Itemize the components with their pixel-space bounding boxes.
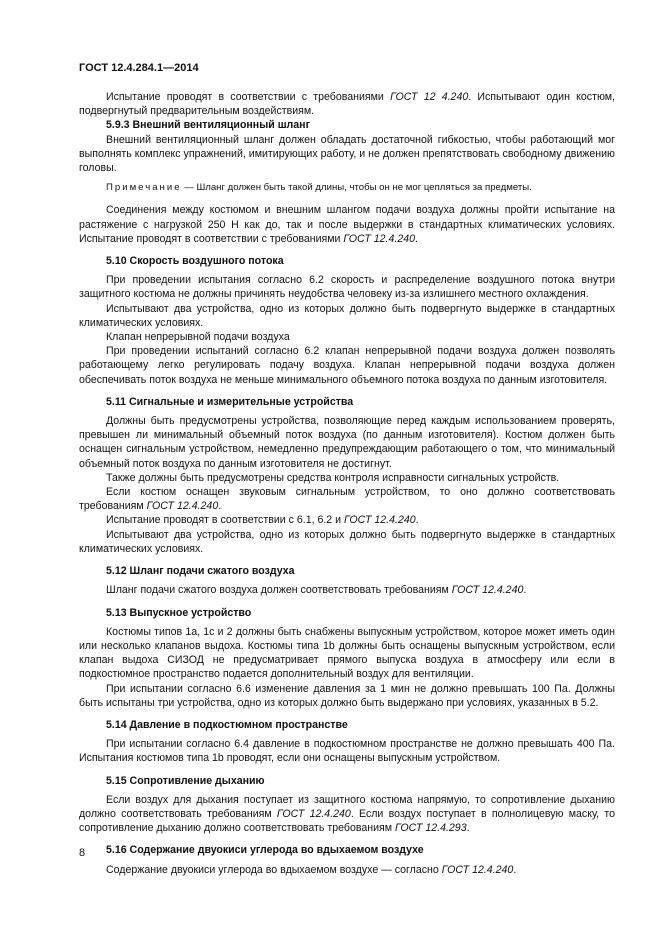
- standard-reference: ГОСТ 12.4.240: [451, 584, 524, 597]
- section-heading: 5.10 Скорость воздушного потока: [106, 255, 284, 268]
- section-heading: 5.9.3 Внешний вентиляционный шланг: [106, 119, 310, 132]
- paragraph-text: При испытании согласно 6.4 давление в подкостюмном пространстве не должно превышать 400 Па. Испытания костюмов типа 1b проводят, если они оснащены выпускным устройством.: [79, 738, 615, 765]
- paragraph: [79, 471, 615, 485]
- section-heading: 5.15 Сопротивление дыханию: [106, 774, 265, 787]
- standard-reference: ГОСТ 12.4.293: [394, 822, 467, 835]
- paragraph-text: Внешний вентиляционный шланг должен обладать достаточной гибкостью, чтобы работающий мог выполнять комплекс упражнений, имитирующих работу, и не должен препятствовать свободному движению головы.: [79, 133, 615, 175]
- note-text: — Шланг должен быть такой длины, чтобы он не мог цепляться за предметы.: [181, 182, 532, 194]
- paragraph-text: .: [523, 584, 527, 597]
- paragraph-text: При проведении испытаний согласно 6.2 клапан непрерывной подачи воздуха должен позволять работающему легко регулировать подачу воздуха. Клапан непрерывной подачи воздуха должен обеспечивать поток воздуха не меньше минимального объемного потока воздуха по данным изготовителя.: [79, 345, 615, 386]
- paragraph: [79, 682, 615, 710]
- paragraph-text: Испытывают два устройства, одно из которых должно быть подвергнуто выдержке в стандартных климатических условиях.: [79, 302, 615, 329]
- section-heading: 5.13 Выпускное устройство: [106, 606, 252, 619]
- section-heading: 5.14 Давление в подкостюмном пространстве: [106, 718, 348, 731]
- paragraph-text: Костюмы типов 1а, 1с и 2 должны быть снабжены выпускным устройством, которое может иметь один или несколько клапанов выдоха. Костюмы типа 1b должны быть оснащены выпускным устройством, если клапан выдоха СИЗОД не предусматривает прямого выпуска воздуха в атмосферу или если в подкостюмное пространство подается дополнительный воздух для вентиляции.: [79, 625, 615, 681]
- paragraph-text: .: [415, 514, 419, 527]
- paragraph: [79, 863, 615, 877]
- paragraph-text: . Испытывают один костюм, подвергнутый предварительным воздействиям.: [79, 91, 615, 118]
- document-body: [79, 90, 615, 877]
- standard-reference: ГОСТ 12.4.240: [344, 514, 416, 527]
- paragraph-text: Испытывают два устройства, одно из которых должно быть подвергнуто выдержке в стандартных климатических условиях.: [79, 528, 615, 555]
- paragraph: [79, 203, 615, 246]
- paragraph: [79, 302, 615, 330]
- paragraph-text: .: [415, 232, 418, 245]
- subheading-text: Клапан непрерывной подачи воздуха: [106, 331, 290, 344]
- paragraph-text: . Если воздух поступает в полнолицевую маску, то сопротивление дыханию должно соответствовать требованиям: [79, 807, 615, 835]
- paragraph: [79, 583, 615, 597]
- paragraph: [79, 133, 615, 176]
- page-number: 8: [79, 847, 86, 859]
- standard-reference: ГОСТ 12 4.240: [390, 91, 469, 103]
- paragraph-text: .: [466, 822, 470, 835]
- paragraph: [79, 273, 615, 301]
- paragraph-text: При испытании согласно 6.6 изменение давления за 1 мин не должно превышать 100 Па. Должны быть испытаны три устройства, одно из которых должно быть выдержано при условиях, указанных в 5.2.: [79, 682, 615, 709]
- paragraph: [79, 485, 615, 513]
- paragraph-text: При проведении испытания согласно 6.2 скорость и распределение воздушного потока внутри защитного костюма не должны причинять неудобства человеку из-за излишнего местного охлаждения.: [79, 274, 615, 301]
- note: [79, 181, 615, 195]
- paragraph: [79, 414, 615, 471]
- standard-header: ГОСТ 12.4.284.1—2014: [79, 62, 199, 74]
- paragraph-text: Шланг подачи сжатого воздуха должен соответствовать требованиям: [106, 584, 452, 597]
- paragraph-text: Содержание двуокиси углерода во вдыхаемом воздухе — согласно: [106, 863, 442, 876]
- paragraph-text: Испытание проводят в соответствии с 6.1, 6.2 и: [106, 514, 345, 527]
- paragraph-text: .: [513, 863, 517, 876]
- note-label: Примечание: [106, 182, 182, 194]
- paragraph-text: Если воздух для дыхания поступает из защитного костюма напрямую, то сопротивление дыханию должно соответствовать требованиям: [79, 793, 615, 820]
- standard-reference: ГОСТ 12.4.240: [343, 232, 415, 245]
- section-heading: 5.12 Шланг подачи сжатого воздуха: [106, 565, 295, 578]
- paragraph-text: .: [218, 500, 222, 513]
- paragraph-text: Также должны быть предусмотрены средства контроля исправности сигнальных устройств.: [106, 471, 560, 484]
- paragraph-text: Испытание проводят в соответствии с требованиями: [106, 91, 391, 103]
- standard-reference: ГОСТ 12.4.240: [276, 807, 351, 820]
- paragraph-text: Должны быть предусмотрены устройства, позволяющие перед каждым использованием проверять, превышен ли минимальный объемный поток воздуха (по данным изготовителя). Костюм должен быть оснащен сигнальным устройством, немедленно предупреждающим работающего о том, что минимальный объемный поток воздуха по данным изготовителя не достигнут.: [79, 415, 615, 470]
- standard-reference: ГОСТ 12.4.240: [441, 863, 514, 876]
- section-heading: 5.11 Сигнальные и измерительные устройства: [106, 395, 354, 408]
- standard-reference: ГОСТ 12.4.240: [146, 500, 219, 513]
- paragraph: [79, 90, 615, 118]
- paragraph: [79, 344, 615, 387]
- paragraph: [79, 737, 615, 765]
- paragraph: [79, 625, 615, 682]
- paragraph-text: Если костюм оснащен звуковым сигнальным устройством, то оно должно соответствовать требованиям: [79, 486, 615, 513]
- section-heading: 5.16 Содержание двуокиси углерода во вдыхаемом воздухе: [106, 844, 424, 857]
- paragraph: [79, 793, 615, 836]
- paragraph: [79, 513, 615, 527]
- paragraph-text: Соединения между костюмом и внешним шлангом подачи воздуха должны пройти испытание на растяжение с нагрузкой 250 Н как до, так и после выдержки в стандартных климатических условиях. Испытание проводят в соответствии с требованиями: [79, 204, 615, 245]
- paragraph: [79, 528, 615, 556]
